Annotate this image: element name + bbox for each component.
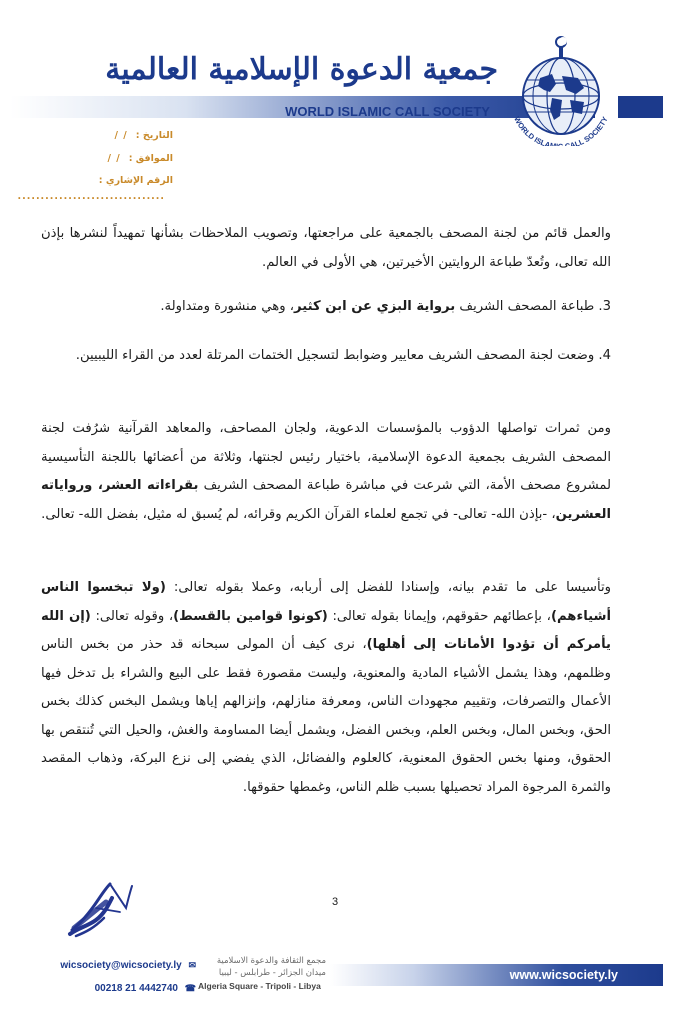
- date-field: [28, 128, 173, 144]
- conclusion-text-c: ، وقوله تعالى:: [95, 608, 174, 624]
- outcomes-bold-qiraat: بقراءاته العشر، ورواياته العشرين: [41, 478, 611, 522]
- outcomes-text-end: ، -بإذن الله- تعالى- في تجمع لعلماء القرآن الكريم وقرائه، لم يُسبق له مثيل، بفضل الله- تعالى.: [41, 506, 556, 522]
- item-3-text-end: ، وهي منشورة ومتداولة.: [160, 299, 295, 314]
- item-3-number: 3.: [598, 299, 611, 314]
- item-3-text-start: طباعة المصحف الشريف: [459, 299, 595, 314]
- hijri-date-field: [28, 151, 173, 167]
- quran-quote-1: (ولا تبخسوا الناس أشياءهم): [41, 580, 612, 624]
- footer-phone: [36, 981, 196, 995]
- org-name-english: WORLD ISLAMIC CALL SOCIETY: [285, 104, 490, 119]
- item-4-text: وضعت لجنة المصحف الشريف معايير وضوابط لتسجيل الختمات المرتلة لعدد من القراء الليبيين.: [75, 348, 595, 363]
- globe-emblem-icon: [500, 34, 622, 146]
- paragraph-item-4: [41, 342, 611, 371]
- signature-icon: [66, 878, 140, 940]
- conclusion-text-d: ، نرى كيف أن المولى سبحانه قد حذر من بخس الناس وظلمهم، وهذا يشمل الأشياء المادية والمعنوية، وليست مقصورة فقط على البيع والشراء بل تدخل فيها الأعمال والتصرفات، وتقييم مجهودات الناس، ومعرفة منازلهم، وإنزالهم إياها ويشمل البخس كذلك بخس الحق، وبخس المال، وبخس العلم، وبخس الفضل، ويشمل أيضا المساومة والغش، والحيل التي تُنتقص بها الحقوق، ومنها بخس الحقوق المعنوية، كالعلوم والفضائل، الذي يفضي إلى نزع البركة، وذهاب المقصد والثمرة المرجوة المراد تحصيلها بسبب ظلم الناس، وغمطها حقوقها.: [41, 637, 611, 795]
- footer-address-arabic-2: ميدان الجزائر - طرابلس - ليبيا: [218, 968, 326, 978]
- footer-email[interactable]: [36, 958, 196, 972]
- quran-quote-2: (كونوا قوامين بالقسط): [173, 608, 328, 624]
- reference-number-value: ................................: [17, 191, 165, 202]
- conclusion-text-b: ، بإعطائهم حقوقهم، وإيمانا بقوله تعالى:: [332, 608, 551, 624]
- footer-email-text[interactable]: wicsociety@wicsociety.ly: [60, 960, 182, 971]
- date-label: التاريخ :: [135, 130, 173, 141]
- handwritten-signature: [66, 878, 140, 940]
- item-3-bold-riwaya: برواية البزي عن ابن كثير: [294, 299, 456, 314]
- footer-website-link[interactable]: www.wicsociety.ly: [509, 968, 618, 982]
- org-name-arabic: جمعية الدعوة الإسلامية العالمية: [105, 52, 498, 87]
- reference-number-label: الرقم الإشاري :: [98, 175, 173, 186]
- paragraph-conclusion: [41, 574, 611, 802]
- footer-address-english: Algeria Square - Tripoli - Libya: [198, 981, 321, 991]
- mail-icon: ✉: [188, 960, 196, 970]
- society-globe-logo: [500, 34, 622, 146]
- date-value: / /: [114, 130, 128, 141]
- seal-text-english: WORLD ISLAM ALL SOCIETY: [512, 115, 610, 146]
- paragraph-outcomes: [41, 415, 611, 529]
- footer-phone-text: 00218 21 4442740: [94, 983, 178, 994]
- item-4-number: 4.: [598, 348, 611, 363]
- phone-icon: ☎: [184, 983, 196, 993]
- outcomes-text-start: ومن ثمرات تواصلها الدؤوب بالمؤسسات الدعوية، ولجان المصاحف، والمعاهد القرآنية شرُفت لجنة المصحف الشريف بجمعية الدعوة الإسلامية، باختيار رئيس لجنتها، وثلاثة من أعضائها باللجنة التأسيسية لمشروع مصحف الأمة، التي شرعت في مباشرة طباعة المصحف الشريف: [41, 421, 611, 493]
- quran-quote-3: (إن الله يأمركم أن تؤدوا الأمانات إلى أهلها): [41, 608, 611, 652]
- header-bar-right-segment: [618, 96, 663, 118]
- page-number: 3: [331, 896, 339, 908]
- paragraph-item-3: [41, 293, 611, 322]
- conclusion-text-a: وتأسيسا على ما تقدم بيانه، وإسنادا للفضل إلى أربابه، وعملا بقوله تعالى:: [173, 580, 611, 595]
- hijri-date-label: الموافق :: [128, 153, 173, 164]
- paragraph-review-note: والعمل قائم من لجنة المصحف بالجمعية على مراجعتها، وتصويب الملاحظات بشأنها تمهيداً لنشرها بإذن الله تعالى، وتُعدّ طباعة الروايتين الأخيرتين، هي الأولى في العالم.: [41, 226, 611, 270]
- footer-address-arabic-1: مجمع الثقافة والدعوة الاسلامية: [216, 956, 326, 966]
- reference-number-field: [17, 173, 173, 202]
- hijri-date-value: / /: [107, 153, 121, 164]
